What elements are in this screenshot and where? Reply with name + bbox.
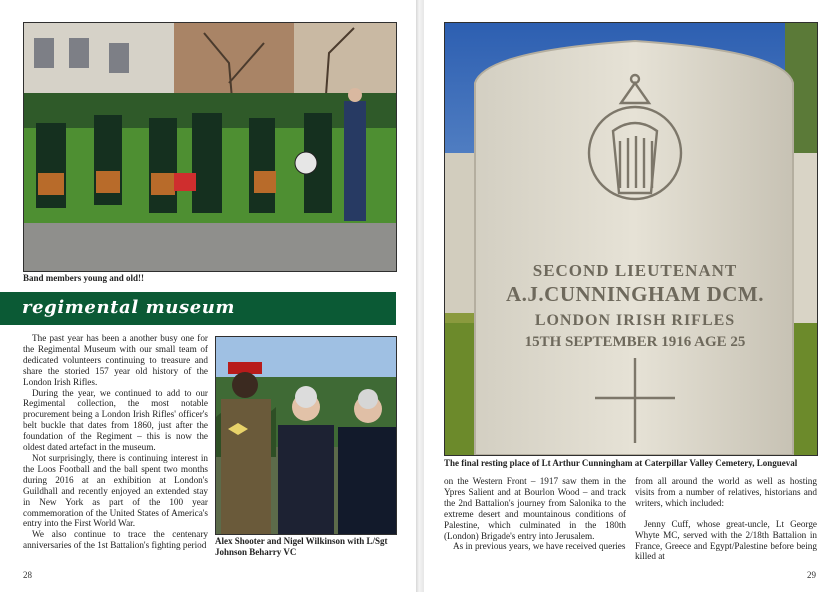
band-photo-caption: Band members young and old!! xyxy=(23,273,145,283)
inscription-name: A.J.CUNNINGHAM DCM. xyxy=(506,282,764,306)
body-paragraph: on the Western Front – 1917 saw them in the Ypres Salient and at Bourlon Wood – and track the 2nd Battalion's journey from Salonika to the extreme desert and mountainous conditions of Palestine, which culminated in the 180th (London) Brigade's entry into Jerusalem. xyxy=(444,476,626,541)
section-title: regimental museum xyxy=(22,297,236,318)
body-paragraph: The past year has been a another busy one for the Regimental Museum with our small team of dedicated volunteers continuing to treasure and share the storied 157 year old history of the London Irish Rifles. xyxy=(23,333,208,387)
headstone-photo-caption: The final resting place of Lt Arthur Cunningham at Caterpillar Valley Cemetery, Longueval xyxy=(444,458,798,468)
body-column-right xyxy=(635,476,817,562)
body-paragraph: As in previous years, we have received queries xyxy=(453,541,626,552)
inscription-date: 15TH SEPTEMBER 1916 AGE 25 xyxy=(524,334,746,350)
inscription-unit: LONDON IRISH RIFLES xyxy=(534,312,736,329)
beharry-photo xyxy=(215,336,397,535)
left-page xyxy=(0,0,416,592)
headstone-photo xyxy=(444,22,818,456)
body-column-left xyxy=(444,476,626,552)
inscription-rank: SECOND LIEUTENANT xyxy=(532,261,738,280)
body-paragraph: from all around the world as well as hosting visits from a number of relatives, historians and writers, which included: xyxy=(635,476,817,508)
section-banner xyxy=(0,292,396,325)
body-paragraph: During the year, we continued to add to our Regimental collection, the most notable procurement being a London Irish Rifles' officer's belt buckle that dates from 1860, just after the foundation of the Regiment – this is now the oldest dated artefact in the museum. xyxy=(23,387,208,453)
band-members-photo xyxy=(23,22,397,272)
page-number-right: 29 xyxy=(807,570,816,580)
body-paragraph: Jenny Cuff, whose great-uncle, Lt George Whyte MC, served with the 2/18th Battalion in France, Greece and Egypt/Palestine before being killed at xyxy=(635,518,817,562)
body-paragraph: Not surprisingly, there is continuing interest in the Loos Football and the ball spent two months during 2016 at an exhibition at London's Guildhall and recently enjoyed an extended stay in New York as part of the 100 year commemoration of the United States of America's entry into the First World War. xyxy=(23,452,208,529)
spine-gutter xyxy=(416,0,424,592)
body-paragraph: We also continue to trace the centenary anniversaries of the 1st Battalion's fighting period xyxy=(23,529,208,551)
beharry-photo-caption: Alex Shooter and Nigel Wilkinson with L/Sgt Johnson Beharry VC xyxy=(215,536,388,557)
museum-body-text xyxy=(23,333,208,551)
right-page xyxy=(424,0,840,592)
page-number-left: 28 xyxy=(23,570,32,580)
